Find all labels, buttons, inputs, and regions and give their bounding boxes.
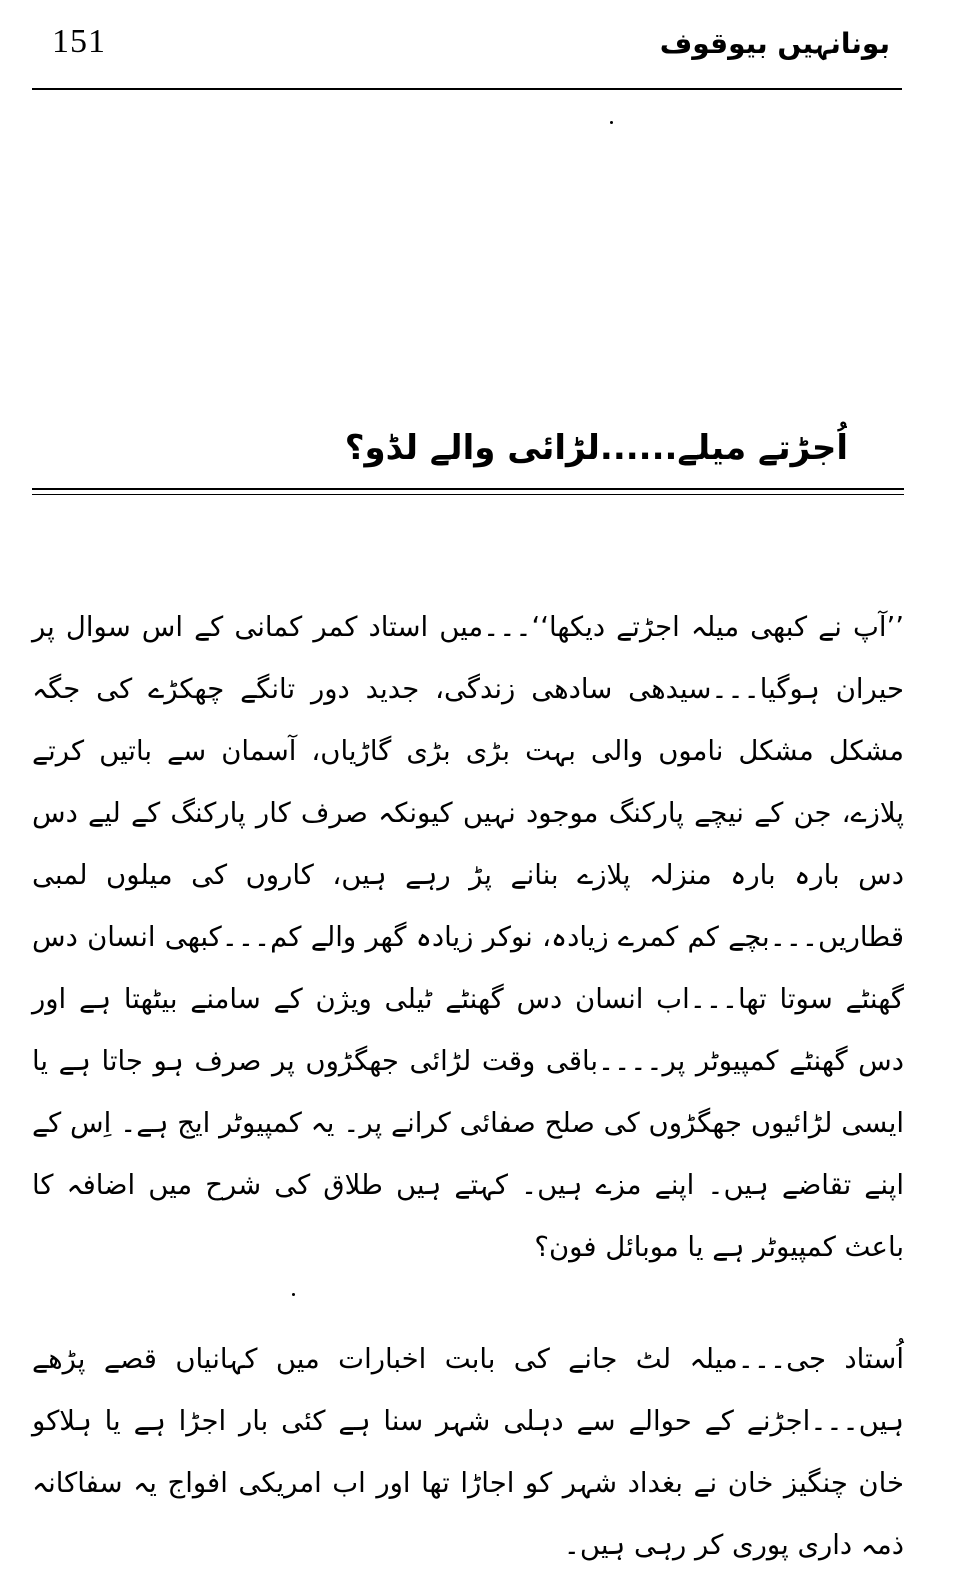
page-number: 151 xyxy=(52,23,106,60)
header-divider xyxy=(32,88,902,90)
paragraph: ’’آپ نے کبھی میلہ اجڑتے دیکھا‘‘۔۔۔میں استاد کمر کمانی کے اس سوال پر حیران ہوگیا۔۔۔سیدھی سادھی زندگی، جدید دور تانگے چھکڑے کی جگہ مشکل مشکل ناموں والی بہت بڑی بڑی گاڑیاں، آسمان سے باتیں کرتے پلازے، جن کے نیچے پارکنگ موجود نہیں کیونکہ صرف کار پارکنگ کے لیے دس دس بارہ بارہ منزلہ پلازے بنانے پڑ رہے ہیں، کاروں کی میلوں لمبی قطاریں۔۔۔بچے کم کمرے زیادہ، نوکر زیادہ گھر والے کم۔۔۔کبھی انسان دس گھنٹے سوتا تھا۔۔۔اب انسان دس گھنٹے ٹیلی ویژن کے سامنے بیٹھتا ہے اور دس گھنٹے کمپیوٹر پر۔۔۔۔باقی وقت لڑائی جھگڑوں پر صرف ہو جاتا ہے یا ایسی لڑائیوں جھگڑوں کی صلح صفائی کرانے پر۔ یہ کمپیوٹر ایج ہے۔ اِس کے اپنے تقاضے ہیں۔ اپنے مزے ہیں۔ کہتے ہیں طلاق کی شرح میں اضافہ کا باعث کمپیوٹر ہے یا موبائل فون؟ xyxy=(32,611,904,1263)
paragraph: اُستاد جی۔۔۔میلہ لٹ جانے کی بابت اخبارات میں کہانیاں قصے پڑھے ہیں۔۔۔اجڑنے کے حوالے سے دہلی شہر سنا ہے کئی بار اجڑا ہے یا ہلاکو خان چنگیز خان نے بغداد شہر کو اجاڑا تھا اور اب امریکی افواج یہ سفاکانہ ذمہ داری پوری کر رہی ہیں۔ xyxy=(32,1343,904,1561)
title-divider xyxy=(32,488,904,495)
print-speck xyxy=(292,1293,295,1296)
running-header-book-title: بونانہیں بیوقوف xyxy=(659,27,890,60)
chapter-title: اُجڑتے میلے......لڑائی والے لڈو؟ xyxy=(344,428,848,468)
print-speck xyxy=(610,121,613,124)
